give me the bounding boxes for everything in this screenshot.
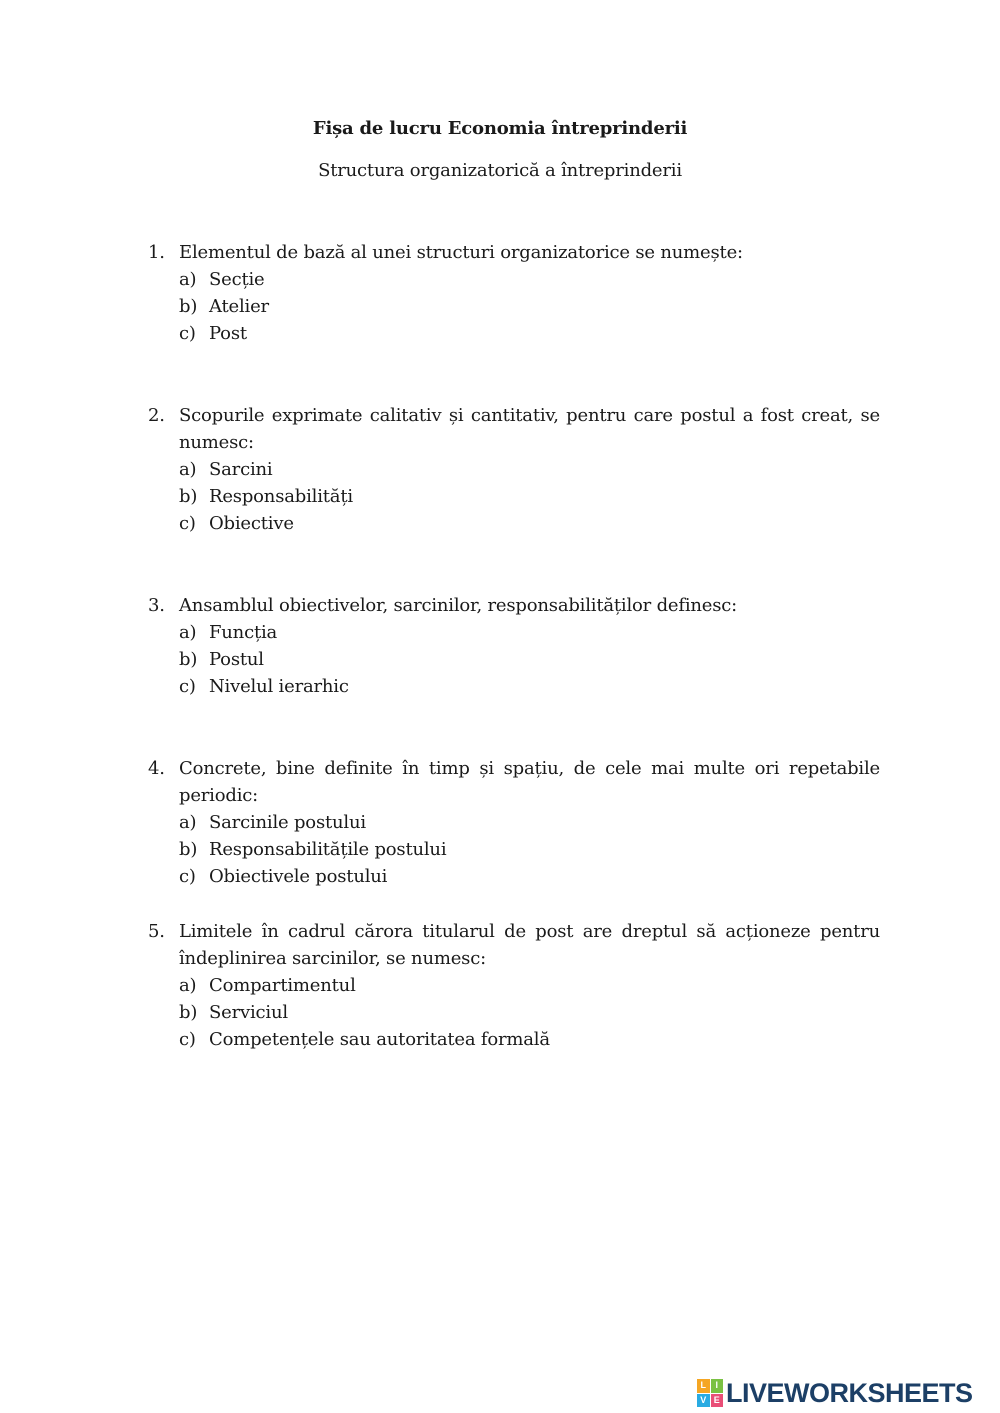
option-b[interactable] [148, 999, 880, 1026]
option-b[interactable] [148, 836, 880, 863]
question-4 [148, 755, 880, 890]
option-a[interactable] [148, 456, 880, 483]
question-4-stem [148, 755, 880, 809]
question-1-stem [148, 239, 880, 266]
option-text: Compartimentul [209, 975, 356, 996]
logo-tile-e: E [711, 1394, 724, 1408]
question-3 [148, 592, 880, 700]
option-letter: a) [179, 269, 197, 290]
option-text: Sarcinile postului [209, 812, 366, 833]
logo-tile-i: I [711, 1379, 724, 1393]
option-text: Responsabilități [209, 486, 353, 507]
answer-options [148, 972, 880, 1053]
question-text: Ansamblul obiectivelor, sarcinilor, responsabilităților definesc: [179, 595, 738, 616]
question-number: 3. [148, 595, 165, 616]
answer-options [148, 619, 880, 700]
option-b[interactable] [148, 646, 880, 673]
option-letter: b) [179, 1002, 198, 1023]
option-letter: b) [179, 649, 198, 670]
option-letter: b) [179, 486, 198, 507]
option-text: Postul [209, 649, 264, 670]
option-text: Competențele sau autoritatea formală [209, 1029, 550, 1050]
question-text: Elementul de bază al unei structuri organizatorice se numește: [179, 242, 743, 263]
page-subtitle: Structura organizatorică a întreprinderii [318, 160, 682, 181]
option-c[interactable] [148, 673, 880, 700]
question-5-stem [148, 918, 880, 972]
option-text: Obiectivele postului [209, 866, 388, 887]
question-3-stem [148, 592, 880, 619]
answer-options [148, 266, 880, 347]
question-text: Scopurile exprimate calitativ și cantitativ, pentru care postul a fost creat, se numesc: [179, 405, 880, 453]
liveworksheets-wordmark: LIVEWORKSHEETS [726, 1377, 973, 1408]
question-number: 2. [148, 405, 165, 426]
question-5 [148, 918, 880, 1053]
answer-options [148, 456, 880, 537]
question-text: Limitele în cadrul cărora titularul de post are dreptul să acționeze pentru îndeplinirea sarcinilor, se numesc: [179, 921, 880, 969]
option-b[interactable] [148, 293, 880, 320]
option-letter: a) [179, 622, 197, 643]
option-a[interactable] [148, 266, 880, 293]
option-text: Funcția [209, 622, 278, 643]
option-c[interactable] [148, 1026, 880, 1053]
option-b[interactable] [148, 483, 880, 510]
option-letter: c) [179, 513, 196, 534]
option-text: Obiective [209, 513, 294, 534]
option-letter: c) [179, 323, 196, 344]
option-a[interactable] [148, 809, 880, 836]
option-a[interactable] [148, 972, 880, 999]
option-c[interactable] [148, 510, 880, 537]
liveworksheets-brand [697, 1378, 973, 1408]
logo-tile-l: L [697, 1379, 710, 1393]
option-letter: c) [179, 866, 196, 887]
question-number: 1. [148, 242, 165, 263]
page-title: Fișa de lucru Economia întreprinderii [312, 118, 688, 139]
question-2-stem [148, 402, 880, 456]
option-c[interactable] [148, 863, 880, 890]
question-number: 5. [148, 921, 165, 942]
option-letter: a) [179, 975, 197, 996]
option-a[interactable] [148, 619, 880, 646]
question-text: Concrete, bine definite în timp și spațiu, de cele mai multe ori repetabile periodic: [179, 758, 880, 806]
option-letter: a) [179, 459, 197, 480]
option-letter: c) [179, 1029, 196, 1050]
option-letter: b) [179, 296, 198, 317]
liveworksheets-logo-icon [697, 1379, 723, 1407]
option-c[interactable] [148, 320, 880, 347]
answer-options [148, 809, 880, 890]
question-1 [148, 239, 880, 347]
option-text: Post [209, 323, 247, 344]
option-letter: b) [179, 839, 198, 860]
option-text: Atelier [209, 296, 269, 317]
option-letter: a) [179, 812, 197, 833]
option-text: Sarcini [209, 459, 273, 480]
logo-tile-v: V [697, 1394, 710, 1408]
option-text: Responsabilitățile postului [209, 839, 447, 860]
option-text: Nivelul ierarhic [209, 676, 349, 697]
option-text: Secție [209, 269, 265, 290]
question-2 [148, 402, 880, 537]
option-text: Serviciul [209, 1002, 288, 1023]
option-letter: c) [179, 676, 196, 697]
question-number: 4. [148, 758, 165, 779]
